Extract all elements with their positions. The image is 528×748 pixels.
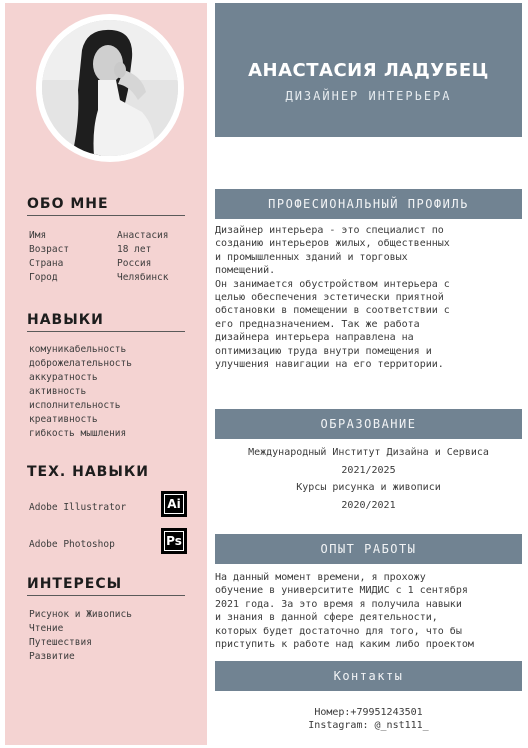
text-line: улучшения навигации на его территории. — [215, 359, 444, 371]
adobe-photoshop-icon: Ps — [161, 528, 187, 554]
skill-item: исполнительность — [29, 400, 121, 411]
skill-item: доброжелательность — [29, 358, 132, 369]
tech-skill-row — [29, 491, 187, 521]
text-line: Дизайнер интерьера - это специалист по — [215, 225, 444, 236]
contacts-text — [215, 706, 522, 733]
education-years: 2021/2025 — [341, 464, 396, 476]
instagram-handle: Instagram: @_nst111_ — [308, 720, 429, 732]
text-line: обучение в университите МИДИС с 1 сентября — [215, 585, 468, 597]
text-line: На данный момент времени, я прохожу — [215, 572, 426, 583]
contacts-heading: Контакты — [215, 661, 522, 691]
person-name: АНАСТАСИЯ ЛАДУБЕЦ — [248, 60, 489, 81]
text-line: его предназначением. Так же работа — [215, 318, 420, 330]
sidebar — [5, 3, 207, 745]
text-line: которых будет достаточно для того, что бы — [215, 625, 462, 637]
text-line: и промышленных зданий и торговых — [215, 251, 408, 263]
about-heading: ОБО МНЕ — [27, 196, 185, 216]
interest-item: Рисунок и Живопись — [29, 609, 132, 620]
experience-heading: ОПЫТ РАБОТЫ — [215, 534, 522, 564]
skills-heading: НАВЫКИ — [27, 312, 185, 332]
tech-skill-row — [29, 528, 187, 558]
professional-profile-heading: ПРОФЕСИОНАЛЬНЫЙ ПРОФИЛЬ — [215, 189, 522, 219]
about-key: Город — [29, 272, 58, 283]
text-line: целью обеспечения эстетически приятной — [215, 292, 444, 304]
text-line: и знания в данной сфере деятельности, — [215, 612, 438, 624]
professional-profile-text — [215, 224, 522, 371]
education-text — [215, 444, 522, 514]
text-line: дизайнера интерьера направлена на — [215, 332, 414, 344]
about-value: Россия — [117, 258, 152, 269]
text-line: помещений. — [215, 265, 276, 277]
experience-text — [215, 571, 522, 651]
interest-item: Путешествия — [29, 637, 92, 648]
interest-item: Развитие — [29, 651, 75, 662]
avatar-frame — [36, 14, 184, 162]
text-line: оптимизацию труда внутри помещения и — [215, 345, 432, 357]
interest-item: Чтение — [29, 623, 64, 634]
text-line: созданию интерьеров жилых, общественных — [215, 238, 450, 250]
about-key: Имя — [29, 230, 47, 241]
interests-list — [29, 608, 132, 664]
interests-heading: ИНТЕРЕСЫ — [27, 576, 185, 596]
skill-item: активность — [29, 386, 87, 397]
skill-item: креативность — [29, 414, 98, 425]
about-value: Анастасия — [117, 230, 169, 241]
phone-number: Номер:+79951243501 — [314, 707, 423, 718]
header-banner — [215, 3, 522, 137]
skill-item: аккуратность — [29, 372, 98, 383]
about-key: Возраст — [29, 244, 70, 255]
text-line: обстановки в помещении в соответствии с — [215, 305, 450, 317]
skills-list — [29, 343, 132, 441]
adobe-illustrator-icon: Ai — [161, 491, 187, 517]
institution: Международный Институт Дизайна и Сервиса — [248, 447, 489, 458]
text-line: Он занимается обустройством интерьера с — [215, 278, 450, 290]
tech-skill-label: Adobe Illustrator — [29, 502, 127, 513]
about-value: Челябинск — [117, 272, 169, 283]
job-title: ДИЗАЙНЕР ИНТЕРЬЕРА — [285, 89, 452, 103]
skill-item: гибкость мышления — [29, 428, 127, 439]
education-heading: ОБРАЗОВАНИЕ — [215, 409, 522, 439]
course-years: 2020/2021 — [341, 499, 396, 511]
about-row — [29, 229, 189, 243]
about-value: 18 лет — [117, 244, 152, 255]
tech-skills-heading: ТЕХ. НАВЫКИ — [27, 464, 149, 480]
about-row — [29, 271, 189, 285]
skill-item: комуникабельность — [29, 344, 127, 355]
about-key: Страна — [29, 258, 64, 269]
text-line: 2021 года. За это время я получила навыки — [215, 598, 462, 610]
portrait-photo — [42, 20, 178, 156]
about-row — [29, 243, 189, 257]
avatar — [42, 20, 178, 156]
about-row — [29, 257, 189, 271]
course: Курсы рисунка и живописи — [296, 482, 441, 493]
tech-skill-label: Adobe Photoshop — [29, 539, 115, 550]
text-line: приступить к работе над каким либо проектом — [215, 639, 474, 651]
